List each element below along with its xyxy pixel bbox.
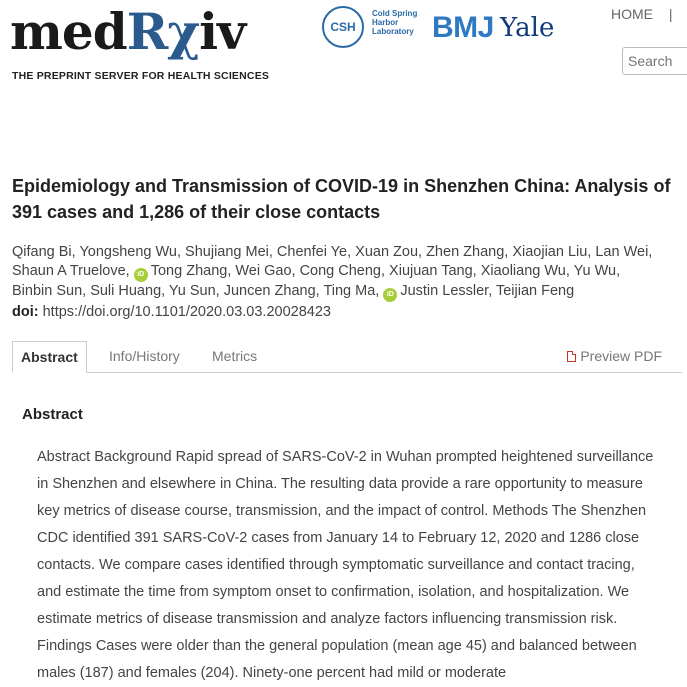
- search-input[interactable]: [622, 47, 687, 75]
- medrxiv-logo[interactable]: [10, 2, 245, 62]
- orcid-icon[interactable]: iD: [383, 288, 397, 302]
- authors-line: [12, 282, 677, 302]
- abstract-heading: Abstract: [22, 406, 83, 423]
- authors-line[interactable]: Qifang Bi, Yongsheng Wu, Shujiang Mei, Chenfei Ye, Xuan Zou, Zhen Zhang, Xiaojian Liu, Lan Wei,: [12, 244, 653, 260]
- csh-name: Cold Spring Harbor Laboratory: [372, 9, 418, 36]
- yale-logo[interactable]: Yale: [500, 13, 555, 43]
- author-name[interactable]: Justin Lessler, Teijian Feng: [400, 282, 575, 299]
- doi-line: [12, 304, 331, 320]
- preview-pdf-button[interactable]: [567, 341, 662, 372]
- home-link[interactable]: HOME: [611, 6, 653, 22]
- preview-pdf-label: Preview PDF: [580, 348, 662, 364]
- doi-label: doi:: [12, 304, 39, 320]
- orcid-icon[interactable]: iD: [134, 268, 148, 282]
- tab-metrics[interactable]: Metrics: [212, 348, 258, 364]
- author-name[interactable]: Shaun A Truelove,: [12, 262, 134, 279]
- site-tagline: THE PREPRINT SERVER FOR HEALTH SCIENCES: [12, 70, 270, 82]
- top-nav: [611, 6, 673, 22]
- abstract-text: Abstract Background Rapid spread of SARS-CoV-2 in Wuhan prompted heightened surveillance in Shenzhen and elsewhere in China. The resulting data provide a rare opportunity to measure key metrics of disease course, transmission, and the impact of control. Methods The Shenzhen CDC identified 391 SARS-CoV-2 cases from January 14 to February 12, 2020 and 1286 close contacts. We compare cases identified through symptomatic surveillance and contact tracing, and estimate the time from symptom onset to confirmation, isolation, and hospitalization. We estimate metrics of disease transmission and analyze factors influencing transmission risk. Findings Cases were older than the general population (mean age 45) and balanced between males (187) and females (204). Ninety-one percent had mild or moderate: [37, 449, 654, 681]
- article-tabs: [12, 341, 682, 373]
- author-name[interactable]: Binbin Sun, Suli Huang, Yu Sun, Juncen Zhang, Ting Ma,: [12, 282, 384, 299]
- logo-wordmark: medRχiv: [10, 2, 246, 61]
- authors-line: [12, 262, 677, 282]
- nav-separator: |: [668, 6, 673, 22]
- tab-abstract[interactable]: Abstract: [12, 341, 87, 373]
- tab-info-history[interactable]: Info/History: [109, 348, 180, 364]
- author-list: [12, 243, 677, 302]
- bmj-logo[interactable]: BMJ: [432, 11, 494, 44]
- author-name[interactable]: Tong Zhang, Wei Gao, Cong Cheng, Xiujuan Tang, Xiaoliang Wu, Yu Wu,: [150, 262, 621, 279]
- doi-link[interactable]: https://doi.org/10.1101/2020.03.03.20028423: [42, 304, 331, 320]
- pdf-file-icon: [567, 351, 576, 362]
- csh-logo-icon[interactable]: CSH: [322, 6, 364, 48]
- article-title: Epidemiology and Transmission of COVID-19 in Shenzhen China: Analysis of 391 cases and 1,286 of their close contacts: [12, 176, 671, 222]
